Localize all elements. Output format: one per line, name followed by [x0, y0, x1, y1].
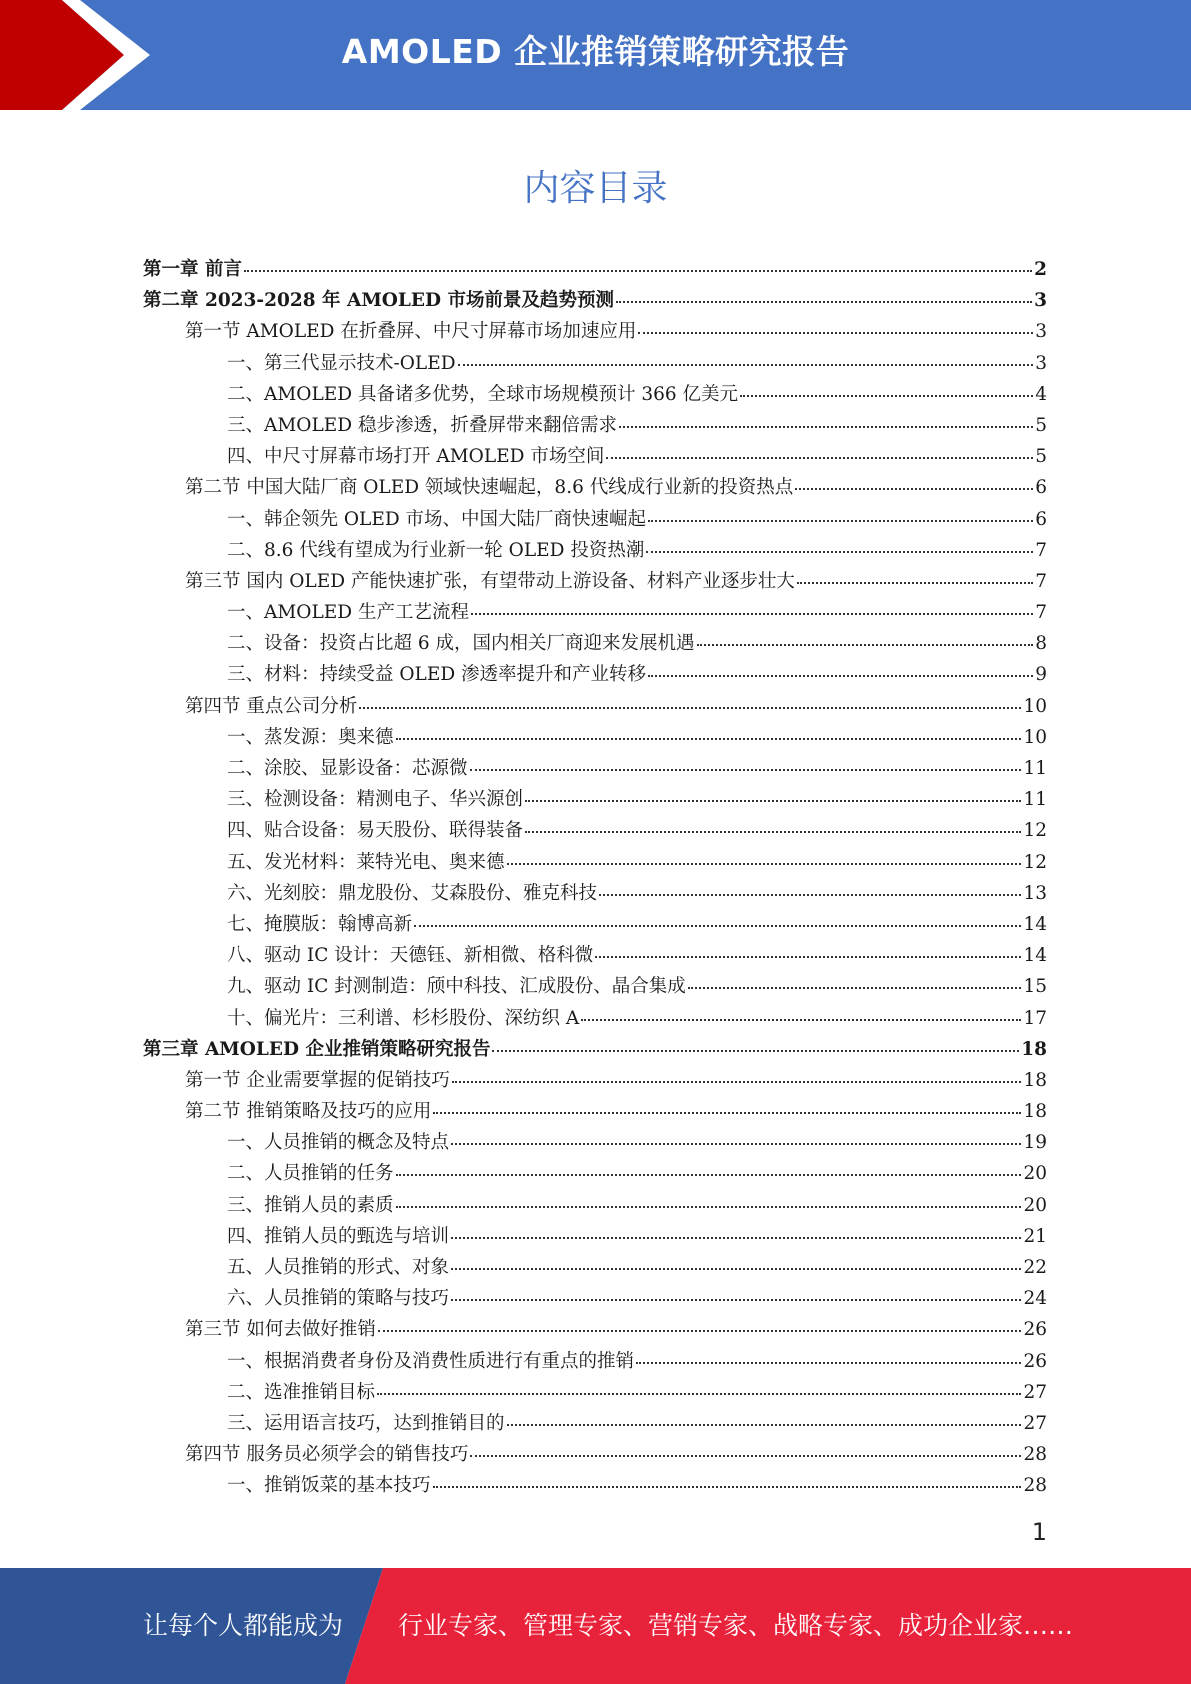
toc-entry-label: 第四节 重点公司分析	[185, 695, 358, 717]
page-footer	[0, 1568, 1191, 1684]
toc-entry[interactable]	[143, 1252, 1047, 1283]
toc-entry[interactable]	[143, 815, 1047, 846]
toc-dot-leader	[451, 1298, 1021, 1301]
toc-entry[interactable]	[143, 1065, 1047, 1096]
toc-dot-leader	[396, 1205, 1022, 1208]
toc-dot-leader	[648, 674, 1033, 677]
toc-entry-page: 6	[1035, 477, 1047, 499]
toc-entry-page: 28	[1023, 1475, 1047, 1497]
toc-entry-label: 一、推销饭菜的基本技巧	[227, 1475, 431, 1497]
toc-entry-label: 七、掩膜版：翰博高新	[227, 913, 413, 935]
toc-dot-leader	[507, 1423, 1022, 1426]
toc-dot-leader	[616, 300, 1032, 303]
toc-entry-label: 三、AMOLED 稳步渗透，折叠屏带来翻倍需求	[227, 414, 617, 436]
toc-entry-label: 第一节 企业需要掌握的促销技巧	[185, 1069, 450, 1091]
toc-entry[interactable]	[143, 504, 1047, 535]
toc-entry-page: 4	[1035, 383, 1047, 405]
footer-slogan-left: 让每个人都能成为	[143, 1611, 344, 1640]
toc-dot-leader	[451, 1267, 1021, 1270]
toc-entry-label: 二、设备：投资占比超 6 成，国内相关厂商迎来发展机遇	[227, 633, 695, 655]
toc-entry[interactable]	[143, 1190, 1047, 1221]
toc-entry-label: 第三节 如何去做好推销	[185, 1319, 376, 1341]
toc-entry[interactable]	[143, 1003, 1047, 1034]
toc-entry[interactable]	[143, 940, 1047, 971]
toc-entry-page: 3	[1035, 352, 1047, 374]
toc-entry[interactable]	[143, 847, 1047, 878]
toc-entry-label: 第四节 服务员必须学会的销售技巧	[185, 1444, 469, 1466]
toc-entry-page: 10	[1023, 695, 1047, 717]
toc-entry[interactable]	[143, 348, 1047, 379]
toc-entry-label: 二、涂胶、显影设备：芯源微	[227, 758, 468, 779]
toc-entry-label: 第三节 国内 OLED 产能快速扩张，有望带动上游设备、材料产业逐步壮大	[185, 570, 795, 592]
toc-entry-page: 18	[1023, 1101, 1047, 1123]
toc-entry[interactable]	[143, 316, 1047, 347]
toc-dot-leader	[638, 331, 1033, 334]
toc-entry-page: 14	[1023, 913, 1047, 935]
toc-entry-page: 7	[1035, 539, 1047, 561]
footer-slogan-right: 行业专家、管理专家、营销专家、战略专家、成功企业家……	[398, 1611, 1074, 1640]
toc-entry-label: 六、人员推销的策略与技巧	[227, 1288, 450, 1310]
toc-dot-leader	[595, 955, 1021, 958]
toc-entry[interactable]	[143, 410, 1047, 441]
toc-entry[interactable]	[143, 1470, 1047, 1501]
toc-dot-leader	[471, 612, 1033, 615]
toc-entry-label: 二、选准推销目标	[227, 1381, 376, 1403]
toc-entry-label: 二、AMOLED 具备诸多优势，全球市场规模预计 366 亿美元	[227, 383, 739, 405]
toc-entry-page: 11	[1023, 789, 1047, 811]
toc-entry-page: 27	[1023, 1381, 1047, 1403]
toc-entry-page: 7	[1035, 602, 1047, 624]
toc-entry-page: 9	[1035, 664, 1047, 686]
toc-dot-leader	[507, 862, 1022, 865]
toc-entry[interactable]	[143, 1439, 1047, 1470]
toc-dot-leader	[525, 830, 1021, 833]
toc-entry-page: 10	[1023, 726, 1047, 748]
toc-entry[interactable]	[143, 909, 1047, 940]
toc-entry-label: 第一节 AMOLED 在折叠屏、中尺寸屏幕市场加速应用	[185, 321, 637, 343]
toc-entry-page: 2	[1034, 259, 1047, 280]
toc-dot-leader	[470, 768, 1022, 771]
toc-entry[interactable]	[143, 472, 1047, 503]
toc-dot-leader	[451, 1142, 1021, 1145]
toc-entry-page: 11	[1023, 758, 1047, 779]
toc-entry-page: 3	[1034, 290, 1047, 312]
toc-dot-leader	[451, 1236, 1021, 1239]
toc-entry-label: 三、推销人员的素质	[227, 1194, 394, 1216]
toc-dot-leader	[525, 799, 1021, 802]
toc-entry-label: 第二节 推销策略及技巧的应用	[185, 1101, 432, 1123]
toc-entry-page: 18	[1023, 1069, 1047, 1091]
toc-entry[interactable]	[143, 722, 1047, 753]
toc-entry-label: 一、根据消费者身份及消费性质进行有重点的推销	[227, 1350, 635, 1372]
toc-entry-page: 20	[1023, 1163, 1047, 1185]
toc-heading: 内容目录	[523, 168, 668, 209]
toc-entry[interactable]	[143, 784, 1047, 815]
toc-entry-page: 20	[1023, 1194, 1047, 1216]
toc-dot-leader	[606, 456, 1033, 459]
toc-dot-leader	[697, 643, 1034, 646]
toc-entry-label: 四、推销人员的甄选与培训	[227, 1225, 450, 1247]
toc-entry-label: 九、驱动 IC 封测制造：颀中科技、汇成股份、晶合集成	[227, 976, 686, 998]
toc-entry-page: 13	[1023, 882, 1047, 904]
toc-entry-label: 第二节 中国大陆厂商 OLED 领域快速崛起，8.6 代线成行业新的投资热点	[185, 477, 794, 499]
toc-entry-page: 15	[1023, 976, 1047, 998]
toc-entry-label: 四、中尺寸屏幕市场打开 AMOLED 市场空间	[227, 446, 605, 468]
toc-dot-leader	[797, 581, 1033, 584]
toc-entry[interactable]	[143, 1314, 1047, 1345]
report-title: AMOLED 企业推销策略研究报告	[341, 32, 850, 71]
toc-entry-label: 二、8.6 代线有望成为行业新一轮 OLED 投资热潮	[227, 539, 645, 561]
toc-dot-leader	[492, 1049, 1019, 1052]
toc-entry-label: 十、偏光片：三利谱、杉杉股份、深纺织 A	[227, 1007, 580, 1029]
toc-entry[interactable]	[143, 878, 1047, 909]
toc-entry-page: 26	[1023, 1319, 1047, 1341]
toc-entry[interactable]	[143, 441, 1047, 472]
toc-entry-label: 六、光刻胶：鼎龙股份、艾森股份、雅克科技	[227, 882, 598, 904]
toc-entry-label: 四、贴合设备：易天股份、联得装备	[227, 820, 524, 842]
toc-dot-leader	[433, 1485, 1022, 1488]
toc-entry-label: 第二章 2023-2028 年 AMOLED 市场前景及趋势预测	[143, 290, 615, 312]
toc-entry[interactable]	[143, 628, 1047, 659]
toc-entry-page: 19	[1023, 1132, 1047, 1154]
toc-entry-label: 二、人员推销的任务	[227, 1163, 394, 1185]
toc-entry-label: 第三章 AMOLED 企业推销策略研究报告	[143, 1038, 491, 1060]
toc-dot-leader	[433, 1111, 1021, 1114]
toc-dot-leader	[396, 1173, 1022, 1176]
toc-entry-page: 28	[1023, 1444, 1047, 1466]
toc-entry-page: 22	[1023, 1257, 1047, 1278]
toc-entry-page: 3	[1035, 321, 1047, 343]
toc-entry-label: 一、韩企领先 OLED 市场、中国大陆厂商快速崛起	[227, 508, 647, 530]
toc-dot-leader	[795, 487, 1033, 490]
toc-dot-leader	[244, 269, 1032, 272]
toc-entry-page: 7	[1035, 570, 1047, 592]
toc-dot-leader	[377, 1392, 1021, 1395]
toc-entry-page: 6	[1035, 508, 1047, 530]
toc-entry-label: 五、发光材料：莱特光电、奥来德	[227, 851, 505, 873]
toc-entry[interactable]	[143, 1158, 1047, 1189]
toc-entry-page: 12	[1023, 851, 1047, 873]
toc-entry[interactable]	[143, 691, 1047, 722]
toc-entry[interactable]	[143, 1408, 1047, 1439]
toc-entry-label: 一、蒸发源：奥来德	[227, 726, 394, 748]
toc-entry-label: 三、检测设备：精测电子、华兴源创	[227, 789, 524, 811]
toc-dot-leader	[359, 706, 1021, 709]
toc-entry-page: 5	[1035, 446, 1047, 468]
toc-entry[interactable]	[143, 1127, 1047, 1158]
toc-entry-page: 21	[1023, 1225, 1047, 1247]
toc-dot-leader	[688, 986, 1022, 989]
toc-entry-page: 24	[1023, 1288, 1047, 1310]
toc-entry[interactable]	[143, 1096, 1047, 1127]
toc-entry[interactable]	[143, 1346, 1047, 1377]
toc-entry[interactable]	[143, 535, 1047, 566]
toc-entry-page: 8	[1035, 633, 1047, 655]
toc-entry[interactable]	[143, 285, 1047, 316]
toc-dot-leader	[470, 1454, 1021, 1457]
toc-entry-label: 一、第三代显示技术-OLED	[227, 352, 456, 374]
toc-dot-leader	[646, 550, 1033, 553]
toc-entry-page: 18	[1021, 1038, 1047, 1060]
toc-dot-leader	[619, 425, 1033, 428]
toc-entry[interactable]	[143, 753, 1047, 784]
toc-entry-page: 5	[1035, 414, 1047, 436]
toc-entry-label: 三、运用语言技巧，达到推销目的	[227, 1412, 505, 1434]
toc-dot-leader	[581, 1018, 1021, 1021]
toc-dot-leader	[452, 1080, 1022, 1083]
toc-entry[interactable]	[143, 1034, 1047, 1065]
toc-entry[interactable]	[143, 971, 1047, 1002]
toc-entry[interactable]	[143, 254, 1047, 285]
toc-entry-page: 12	[1023, 820, 1047, 842]
toc-dot-leader	[378, 1329, 1022, 1332]
toc-entry-label: 三、材料：持续受益 OLED 渗透率提升和产业转移	[227, 664, 647, 686]
toc-entry[interactable]	[143, 597, 1047, 628]
toc-entry-label: 第一章 前言	[143, 259, 242, 280]
toc-entry-page: 26	[1023, 1350, 1047, 1372]
table-of-contents	[143, 254, 1047, 1502]
toc-entry[interactable]	[143, 659, 1047, 690]
toc-dot-leader	[740, 394, 1033, 397]
toc-dot-leader	[414, 924, 1021, 927]
toc-entry[interactable]	[143, 379, 1047, 410]
toc-entry-page: 17	[1023, 1007, 1047, 1029]
toc-dot-leader	[599, 893, 1021, 896]
toc-dot-leader	[396, 737, 1022, 740]
page-header	[0, 0, 1191, 110]
toc-entry[interactable]	[143, 1283, 1047, 1314]
toc-entry[interactable]	[143, 1377, 1047, 1408]
toc-entry-page: 14	[1023, 945, 1047, 967]
toc-entry-page: 27	[1023, 1412, 1047, 1434]
toc-entry-label: 八、驱动 IC 设计：天德钰、新相微、格科微	[227, 945, 594, 967]
page-number: 1	[1031, 1518, 1047, 1546]
toc-entry-label: 一、AMOLED 生产工艺流程	[227, 602, 469, 624]
toc-dot-leader	[636, 1361, 1021, 1364]
toc-dot-leader	[648, 519, 1033, 522]
toc-entry[interactable]	[143, 566, 1047, 597]
toc-entry-label: 五、人员推销的形式、对象	[227, 1257, 450, 1278]
toc-dot-leader	[458, 363, 1034, 366]
toc-entry[interactable]	[143, 1221, 1047, 1252]
toc-entry-label: 一、人员推销的概念及特点	[227, 1132, 450, 1154]
